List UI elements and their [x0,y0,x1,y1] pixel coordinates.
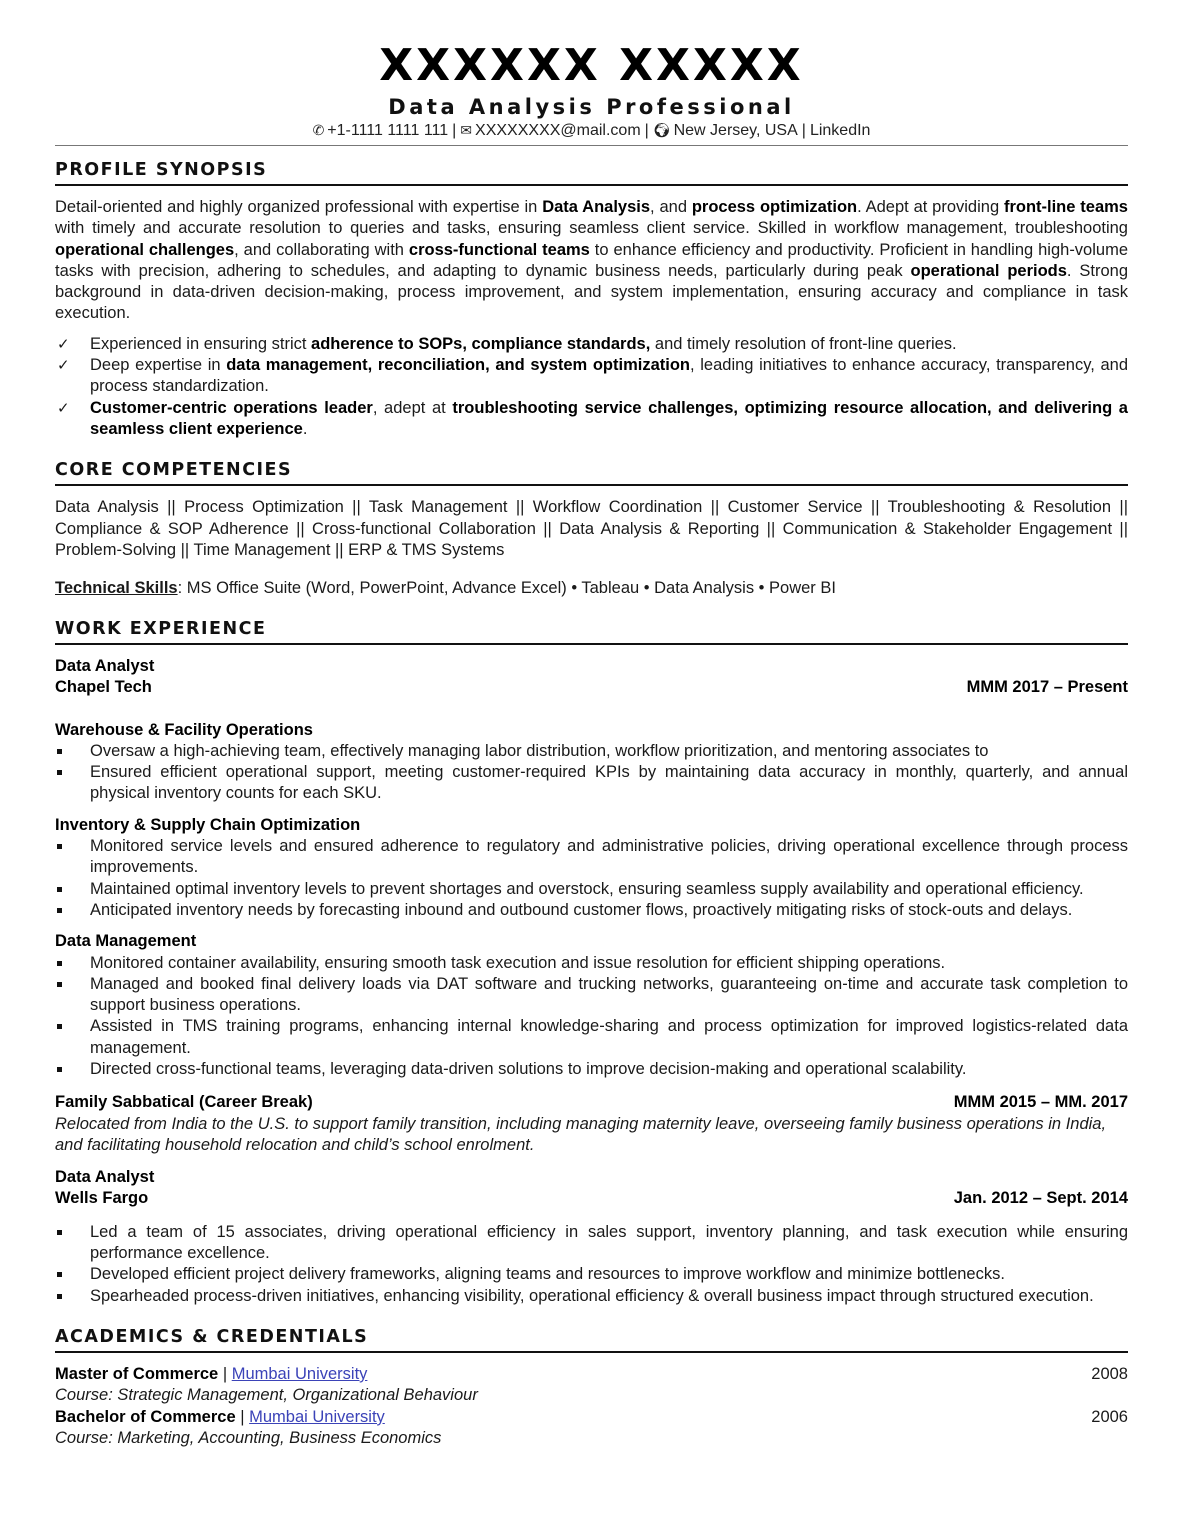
emphasis-text: troubleshooting service challenges, optimizing resource allocation, and delivering a seamless client experience [90,398,1128,438]
bullet-text: Spearheaded process-driven initiatives, enhancing visibility, operational efficiency & overall business impact through structured execution. [90,1286,1094,1305]
job-company: Chapel Tech [55,678,152,697]
text-run: , adept at [372,398,453,417]
text-run: and timely resolution of front-line queries. [650,334,957,353]
bullet-item [55,1016,1128,1059]
square-bullet-icon [57,887,62,892]
job-role: Data Analyst [55,656,155,675]
text-run: . Strong background in data-driven decision-making, process improvement, and system implementation, ensuring accuracy and compliance in task execution. [55,261,1128,323]
graduation-year: 2006 [1091,1407,1128,1426]
section-heading-experience: WORK EXPERIENCE [55,619,1128,645]
profile-highlights [55,334,1128,440]
square-bullet-icon [57,908,62,913]
text-run: . [302,419,308,438]
text-run: Experienced in ensuring strict [90,334,312,353]
emphasis-text: process optimization [691,198,858,216]
text-run: , and [650,198,692,216]
job-description: Relocated from India to the U.S. to support family transition, including managing maternity leave, overseeing family business operations in India, and facilitating household relocation and child’s school enrolment. [55,1114,1107,1154]
job-company: Wells Fargo [55,1189,149,1208]
bullet-text: Led a team of 15 associates, driving operational efficiency in sales support, inventory planning, and task execution while ensuring performance excellence. [90,1222,1128,1263]
square-bullet-icon [57,770,62,775]
check-icon: ✓ [57,399,70,417]
highlight-text [90,356,1128,395]
square-bullet-icon [57,1294,62,1299]
square-bullet-icon [57,1024,62,1029]
highlight-text [90,335,957,353]
education-entry [55,1364,1128,1407]
bullet-item [55,741,1128,762]
emphasis-text: Customer-centric operations leader [90,398,373,417]
bullet-text: Ensured efficient operational support, meeting customer-required KPIs by maintaining data accuracy in monthly, quarterly, and annual physical inventory counts for each SKU. [90,763,1128,803]
profile-paragraph [55,197,1128,325]
job-group-bullets [55,953,1128,1081]
highlight-item [55,398,1128,441]
square-bullet-icon [57,749,62,754]
highlight-item [55,334,1128,355]
section-heading-competencies: CORE COMPETENCIES [55,460,1128,486]
job-group-title: Data Management [55,932,197,951]
check-icon: ✓ [57,335,70,353]
contact-location: New Jersey, USA [673,122,798,139]
job-group-bullets [55,836,1128,921]
emphasis-text: Data Analysis [542,198,651,216]
bullet-text: Monitored service levels and ensured adherence to regulatory and administrative policies, driving operational excellence through process improvements. [90,837,1128,877]
technical-skills-text: : MS Office Suite (Word, PowerPoint, Advance Excel) • Tableau • Data Analysis • Power BI [177,578,836,597]
check-icon: ✓ [57,357,70,375]
education-entry [55,1407,1128,1450]
contact-linkedin[interactable]: LinkedIn [809,122,871,139]
bullet-item [55,1059,1128,1080]
text-run: to enhance efficiency and productivity. Proficient in handling high-volume tasks with precision, adhering to schedules, and adapting to dynamic business needs, particularly during peak [55,240,1129,280]
job-dates: Jan. 2012 – Sept. 2014 [953,1189,1128,1208]
job-entry [55,1167,1128,1307]
school-link[interactable]: Mumbai University [231,1364,368,1383]
emphasis-text: operational challenges [55,240,235,259]
degree-separator: | [218,1364,232,1383]
text-run: , leading initiatives to enhance accuracy, transparency, and process standardization. [90,356,1128,396]
envelope-icon: ✉ [460,122,473,138]
job-entry [55,656,1128,1080]
square-bullet-icon [57,982,62,987]
job-role: Data Analyst [55,1168,155,1187]
contact-phone: +1-1111 1111 111 [327,122,449,139]
phone-icon: ✆ [312,122,325,138]
text-run: Deep expertise in [90,356,227,375]
contact-separator: | [801,122,806,139]
job-role: Family Sabbatical (Career Break) [55,1093,313,1112]
graduation-year: 2008 [1091,1364,1128,1383]
bullet-item [55,1286,1128,1307]
bullet-text: Monitored container availability, ensuring smooth task execution and issue resolution for efficient shipping operations. [90,953,946,972]
bullet-text: Managed and booked final delivery loads via DAT software and trucking networks, guaranteeing on-time and accurate task completion to support business operations. [90,974,1128,1015]
bullet-text: Assisted in TMS training programs, enhancing internal knowledge-sharing and process optimization for improved logistics-related data management. [90,1017,1128,1057]
job-group-title: Inventory & Supply Chain Optimization [55,815,361,834]
text-run: with timely and accurate resolution to queries and tasks, ensuring seamless client service. Skilled in workflow management, troubleshooting [55,219,1128,238]
contact-separator: | [452,122,457,139]
candidate-name: XXXXXX XXXXX [379,40,804,91]
text-run: Detail-oriented and highly organized professional with expertise in [55,198,543,216]
course-list: Course: Strategic Management, Organizational Behaviour [55,1386,478,1405]
square-bullet-icon [57,1272,62,1277]
bullet-item [55,836,1128,879]
job-bullets [55,1222,1128,1307]
section-heading-education: ACADEMICS & CREDENTIALS [55,1327,1128,1353]
candidate-title: Data Analysis Professional [388,95,795,119]
bullet-text: Developed efficient project delivery frameworks, aligning teams and resources to improve workflow and minimize bottlenecks. [90,1265,1005,1284]
resume-page [55,40,1128,1450]
contact-email[interactable]: XXXXXXXX@mail.com [475,122,641,139]
square-bullet-icon [57,1230,62,1235]
bullet-text: Directed cross-functional teams, leveraging data-driven solutions to improve decision-making and operational scalability. [90,1060,967,1078]
text-run: . Adept at providing [857,198,1004,216]
bullet-item [55,879,1128,900]
highlight-item [55,355,1128,398]
bullet-item [55,1222,1128,1265]
school-link[interactable]: Mumbai University [249,1407,385,1426]
bullet-item [55,762,1128,805]
bullet-text: Maintained optimal inventory levels to prevent shortages and overstock, ensuring seamless supply availability and operational efficiency. [90,879,1084,898]
text-run: , and collaborating with [234,240,409,259]
emphasis-text: front-line teams [1003,198,1128,216]
contact-separator: | [644,122,649,139]
technical-skills [55,578,1128,599]
bullet-item [55,974,1128,1017]
bullet-item [55,1264,1128,1285]
emphasis-text: adherence to SOPs, compliance standards, [311,334,651,353]
square-bullet-icon [57,844,62,849]
job-group-bullets [55,741,1128,805]
globe-icon: 🌍︎ [652,122,671,138]
course-list: Course: Marketing, Accounting, Business Economics [55,1429,442,1448]
job-group-title: Warehouse & Facility Operations [55,720,313,739]
section-heading-profile: PROFILE SYNOPSIS [55,160,1128,186]
bullet-text: Anticipated inventory needs by forecasting inbound and outbound customer flows, proactively mitigating risks of stock-outs and delays. [90,900,1073,919]
emphasis-text: operational periods [910,261,1067,280]
technical-skills-label: Technical Skills [55,578,178,597]
emphasis-text: cross-functional teams [408,240,590,259]
square-bullet-icon [57,961,62,966]
bullet-item [55,953,1128,974]
highlight-text [90,399,1128,438]
bullet-text: Oversaw a high-achieving team, effectively managing labor distribution, workflow prioritization, and mentoring associates to [90,741,989,760]
job-dates: MMM 2017 – Present [966,678,1128,697]
emphasis-text: data management, reconciliation, and system optimization [226,356,691,375]
competencies-text: Data Analysis || Process Optimization || Task Management || Workflow Coordination || Customer Service || Troubleshooting & Resolution || Compliance & SOP Adherence || Cross-functional Collaboration || Data Analysis & Reporting || Communication & Stakeholder Engagement || Problem-Solving || Time Management || ERP & TMS Systems [55,498,1128,559]
bullet-item [55,900,1128,921]
job-entry [55,1092,1128,1156]
square-bullet-icon [57,1067,62,1072]
degree-separator: | [235,1407,250,1426]
job-dates: MMM 2015 – MM. 2017 [953,1093,1128,1112]
contact-line [55,120,1128,146]
degree: Bachelor of Commerce [55,1407,236,1426]
degree: Master of Commerce [55,1364,219,1383]
